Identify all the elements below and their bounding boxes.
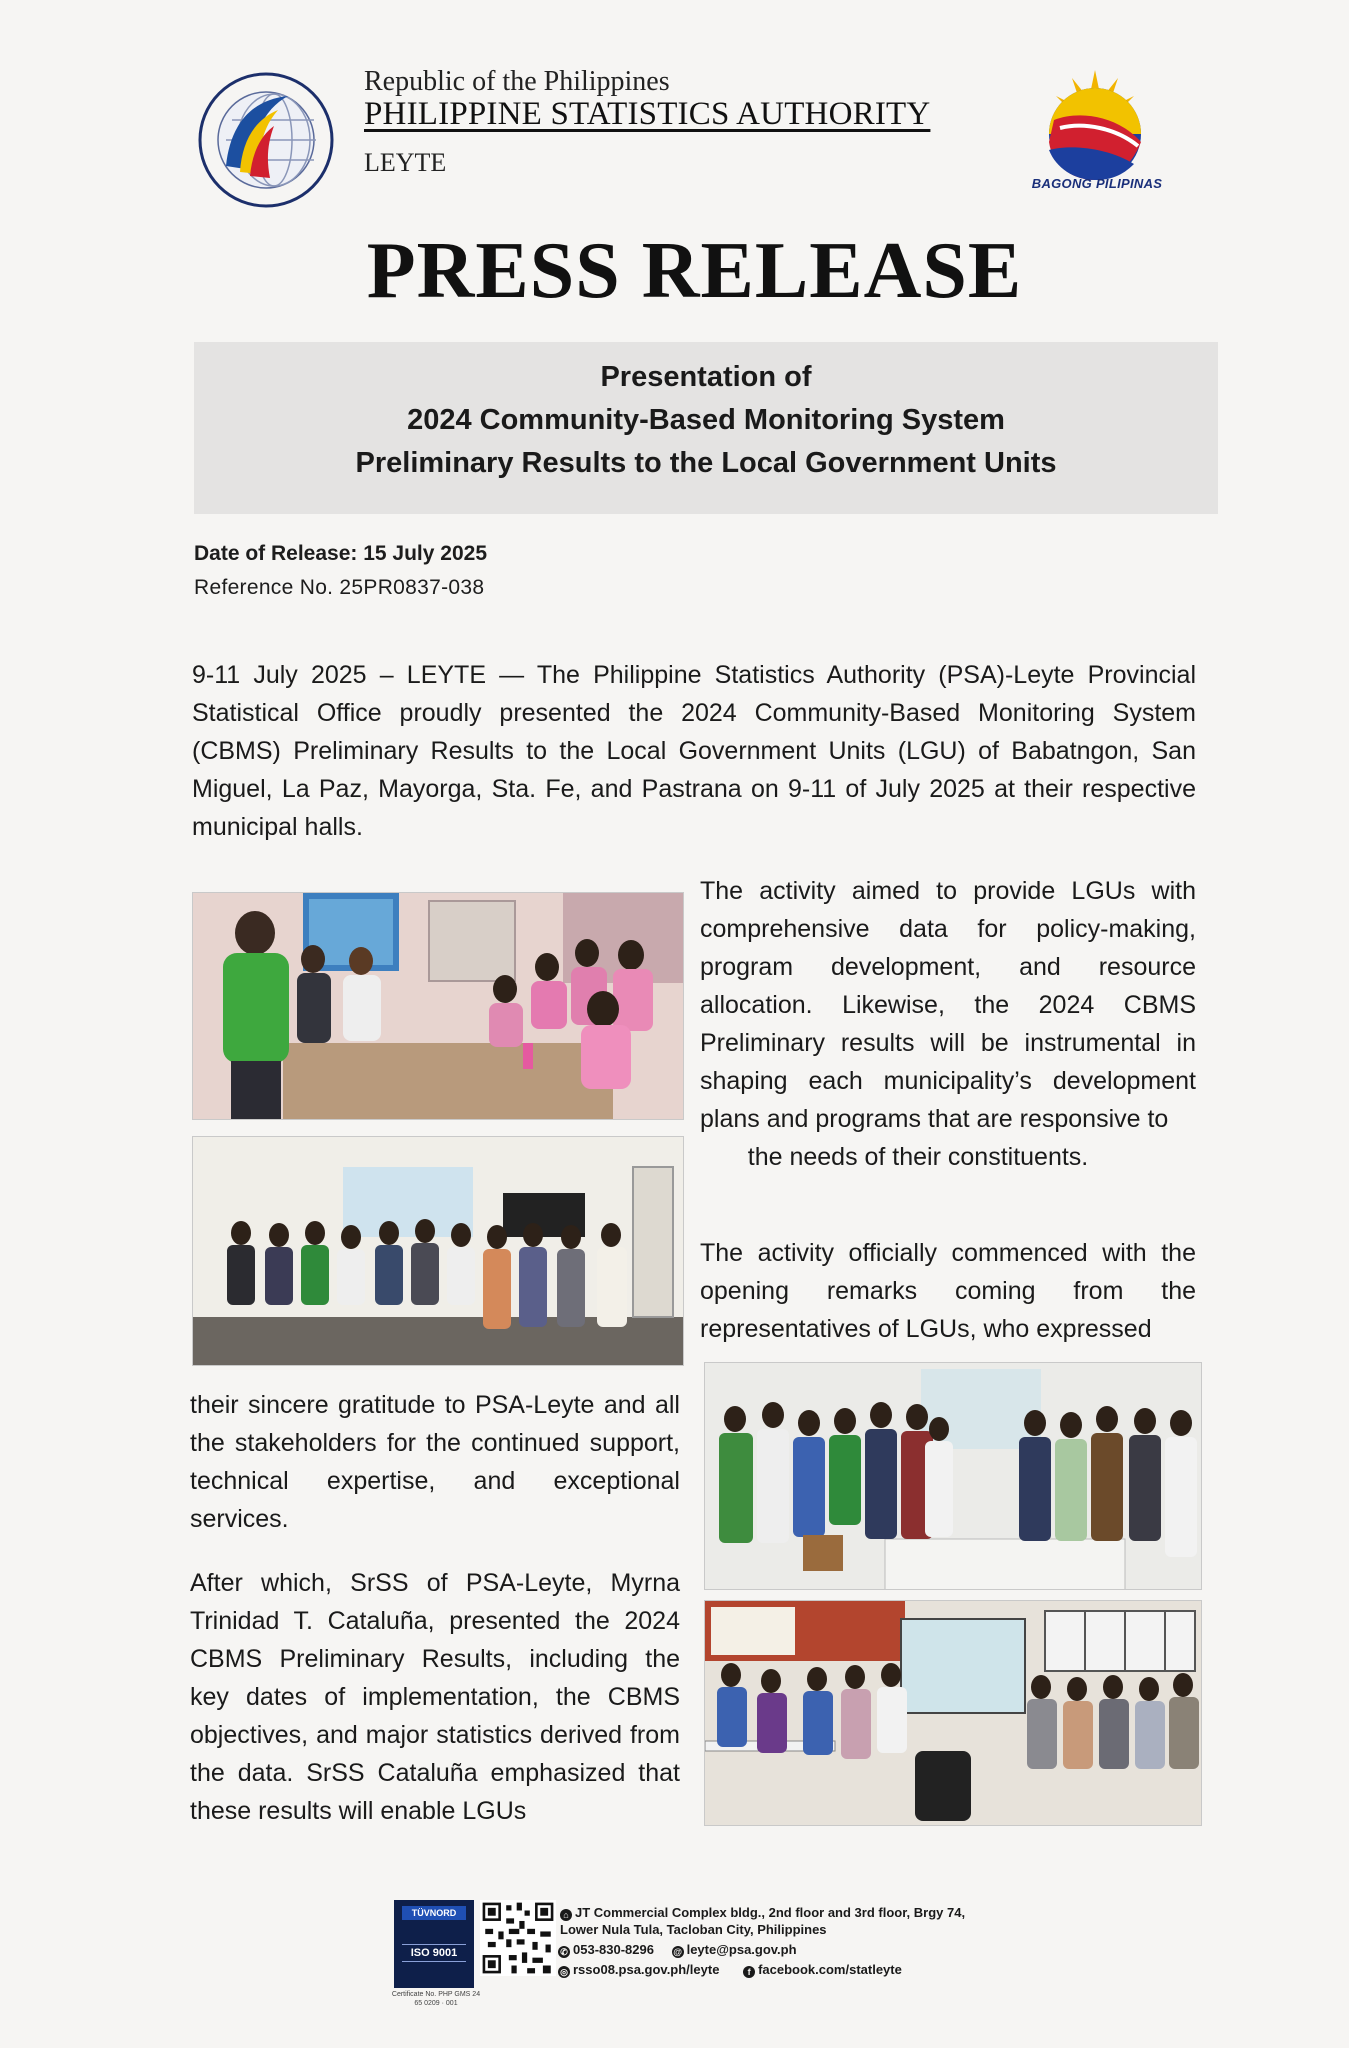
paragraph-2-main: The activity aimed to provide LGUs with comprehensive data for policy-making, program development, and resource allocation. Likewise, the 2024 CBMS Preliminary results will be instrumental in shaping each municipality’s development plans and programs that are responsive to <box>700 877 1196 1133</box>
footer-address-1-text: JT Commercial Complex bldg., 2nd floor and 3rd floor, Brgy 74, <box>575 1905 966 1920</box>
phone-icon: ✆ <box>558 1946 570 1958</box>
title-line-3: Preliminary Results to the Local Government Units <box>355 447 1057 479</box>
qr-code-icon[interactable] <box>480 1900 556 1976</box>
iso-certifier: TÜVNORD <box>402 1906 466 1920</box>
footer-facebook[interactable]: facebook.com/statleyte <box>758 1962 902 1977</box>
date-of-release: Date of Release: 15 July 2025 <box>194 542 487 565</box>
iso-certification-badge <box>394 1900 474 1988</box>
email-icon: @ <box>673 1947 682 1957</box>
paragraph-2 <box>700 872 1196 1176</box>
activity-photo-2 <box>192 1136 684 1366</box>
iso-certificate-number: Certificate No. PHP GMS 24 65 0209 · 001 <box>391 1991 481 2007</box>
press-release-title <box>194 356 1218 485</box>
footer-email[interactable]: leyte@psa.gov.ph <box>686 1942 797 1957</box>
footer-contact-line <box>558 1942 797 1958</box>
location-icon: ⌂ <box>560 1909 572 1921</box>
facebook-icon: f <box>743 1966 755 1978</box>
header-agency-name: PHILIPPINE STATISTICS AUTHORITY <box>364 96 931 132</box>
title-line-2: 2024 Community-Based Monitoring System <box>407 404 1005 436</box>
footer-web-line <box>558 1962 902 1978</box>
footer-address-line-1 <box>560 1905 965 1921</box>
title-line-1: Presentation of <box>600 361 812 393</box>
footer-phone[interactable]: 053-830-8296 <box>573 1942 654 1957</box>
psa-seal-logo <box>196 70 336 210</box>
header-province: LEYTE <box>364 148 447 177</box>
footer-address-line-2: Lower Nula Tula, Tacloban City, Philippines <box>560 1922 827 1937</box>
iso-standard: ISO 9001 <box>402 1944 466 1962</box>
bagong-pilipinas-text: BAGONG PILIPINAS <box>1031 176 1163 191</box>
activity-photo-4 <box>704 1600 1202 1826</box>
reference-number: Reference No. 25PR0837-038 <box>194 576 485 599</box>
intro-paragraph: 9-11 July 2025 – LEYTE — The Philippine Statistics Authority (PSA)-Leyte Provincial Statistical Office proudly presented the 2024 Community-Based Monitoring System (CBMS) Preliminary Results to the Local Government Units (LGU) of Babatngon, San Miguel, La Paz, Mayorga, Sta. Fe, and Pastrana on 9-11 of July 2025 at their respective municipal halls. <box>192 661 1196 841</box>
paragraph-3-start: The activity officially commenced with the opening remarks coming from the representatives of LGUs, who expressed <box>700 1239 1196 1343</box>
globe-icon: ◎ <box>558 1966 570 1978</box>
document-type-heading: PRESS RELEASE <box>366 227 1023 315</box>
paragraph-4: After which, SrSS of PSA-Leyte, Myrna Trinidad T. Cataluña, presented the 2024 CBMS Preliminary Results, including the key dates of implementation, the CBMS objectives, and major statistics derived from the data. SrSS Cataluña emphasized that these results will enable LGUs <box>190 1569 680 1825</box>
header-republic: Republic of the Philippines <box>364 66 670 97</box>
activity-photo-1 <box>192 892 684 1120</box>
activity-photo-3 <box>704 1362 1202 1590</box>
bagong-pilipinas-logo <box>1020 62 1170 192</box>
paragraph-2-end: the needs of their constituents. <box>747 1143 1089 1171</box>
footer-website[interactable]: rsso08.psa.gov.ph/leyte <box>573 1962 720 1977</box>
paragraph-3-continued: their sincere gratitude to PSA-Leyte and all the stakeholders for the continued support, technical expertise, and exceptional services. <box>190 1391 680 1533</box>
